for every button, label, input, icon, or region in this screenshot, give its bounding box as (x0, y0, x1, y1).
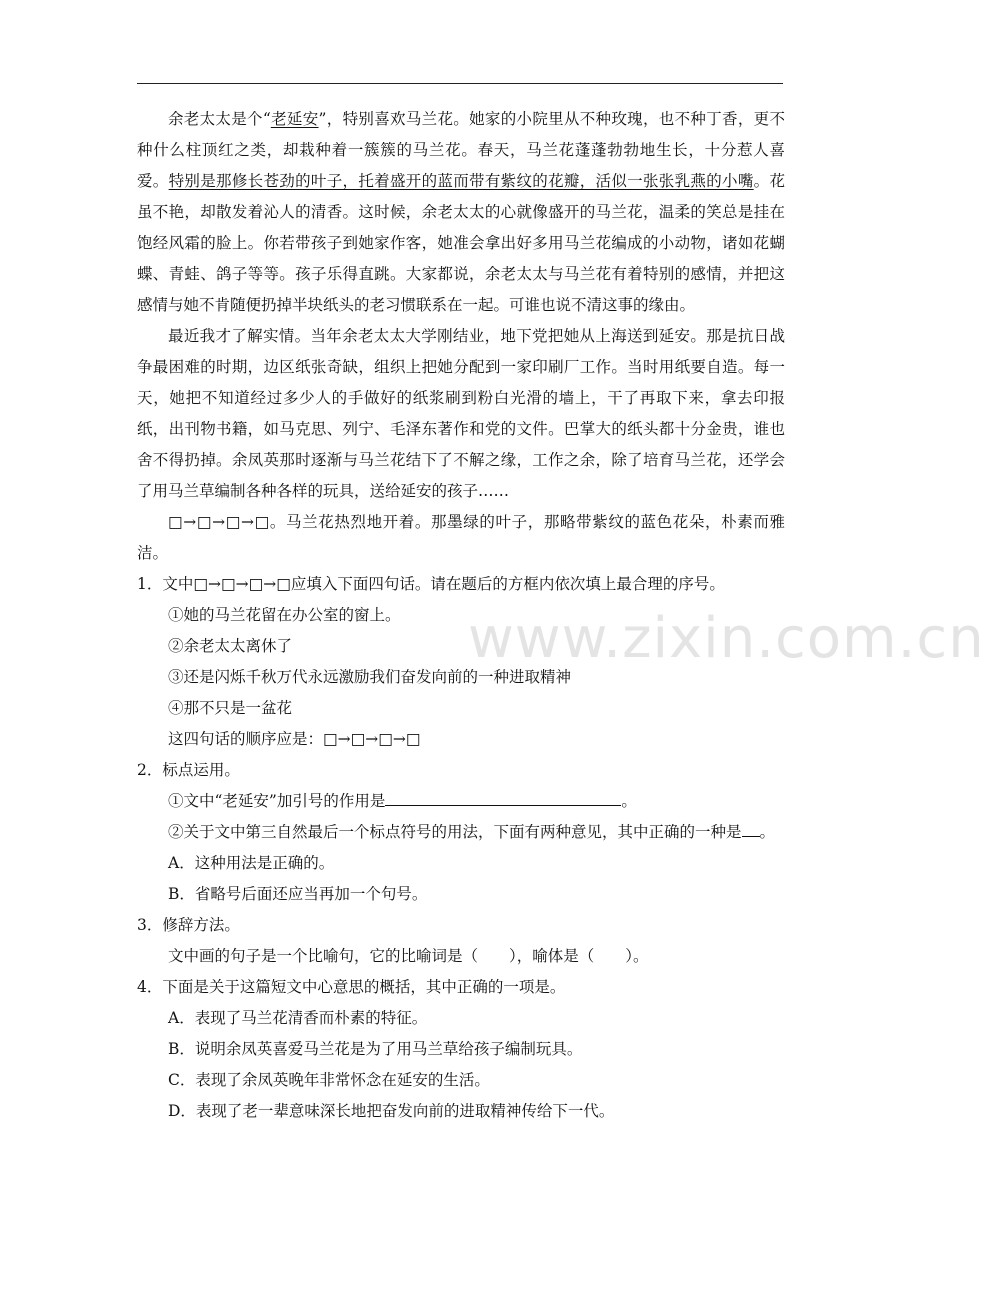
question-3-stem: 3．修辞方法。 (137, 916, 240, 934)
metaphor-sentence-underlined: 特别是那修长苍劲的叶子，托着盛开的蓝而带有紫纹的花瓣，活似一张张乳燕的小嘴 (168, 172, 754, 190)
answer-blank-short[interactable] (742, 820, 760, 837)
question-2-option-b: B．省略号后面还应当再加一个句号。 (168, 885, 428, 903)
question-1-option-4: ④那不只是一盆花 (168, 699, 293, 717)
question-1-option-3: ③还是闪烁千秋万代永远激励我们奋发向前的一种进取精神 (168, 668, 572, 686)
question-4-stem: 4．下面是关于这篇短文中心意思的概括，其中正确的一项是。 (137, 978, 566, 996)
question-4-option-b: B．说明余凤英喜爱马兰花是为了用马兰草给孩子编制玩具。 (168, 1040, 583, 1058)
p1-text-a: 余老太太是个“ (168, 110, 271, 128)
q2-sub2-end: 。 (759, 823, 776, 841)
p1-text-e: 。花虽不艳，却散发着沁人的清香。这时候，余老太太的心就像盛开的马兰花，温柔的笑总是挂在饱经风霜的脸上。你若带孩子到她家作客，她准会拿出好多用马兰花编成的小动物，诸如花蝴蝶、青蛙、鸽子等等。孩子乐得直跳。大家都说，余老太太与马兰花有着特别的感情，并把这感情与她不肯随便扔掉半块纸头的老习惯联系在一起。可谁也说不清这事的缘由。 (137, 172, 785, 314)
question-1-stem: 1．文中□→□→□→□应填入下面四句话。请在题后的方框内依次填上最合理的序号。 (137, 575, 725, 593)
question-2-sub-2 (137, 817, 785, 848)
question-2-stem: 2．标点运用。 (137, 761, 240, 779)
passage-paragraph-3: □→□→□→□。马兰花热烈地开着。那墨绿的叶子，那略带紫纹的蓝色花朵，朴素而雅洁。 (137, 513, 785, 562)
passage-paragraph-1 (137, 104, 785, 321)
question-4-option-a: A．表现了马兰花清香而朴素的特征。 (168, 1009, 428, 1027)
question-2-option-a: A．这种用法是正确的。 (168, 854, 335, 872)
p1-text-c: ”，特别喜欢马兰花。她家的小院里从不种玫瑰，也不种丁香，更不种什么柱顶红之类，却栽种着一簇簇的马兰花。春天，马兰花蓬蓬勃勃地生长，十分惹人喜爱。 (137, 110, 785, 190)
question-3-body: 文中画的句子是一个比喻句，它的比喻词是（ ），喻体是（ ）。 (168, 947, 649, 965)
passage-paragraph-2: 最近我才了解实情。当年余老太太大学刚结业，地下党把她从上海送到延安。那是抗日战争最困难的时期，边区纸张奇缺，组织上把她分配到一家印刷厂工作。当时用纸要自造。每一天，她把不知道经过多少人的手做好的纸浆刷到粉白光滑的墙上，干了再取下来，拿去印报纸，出刊物书籍，如马克思、列宁、毛泽东著作和党的文件。巴掌大的纸头都十分金贵，谁也舍不得扔掉。余凤英那时逐渐与马兰花结下了不解之缘，工作之余，除了培育马兰花，还学会了用马兰草编制各种各样的玩具，送给延安的孩子…… (137, 327, 785, 500)
q2-sub2-text: ②关于文中第三自然最后一个标点符号的用法，下面有两种意见，其中正确的一种是 (168, 823, 742, 841)
watermark: www.zixin.com.cn (468, 606, 985, 671)
question-4-option-d: D．表现了老一辈意味深长地把奋发向前的进取精神传给下一代。 (168, 1102, 615, 1120)
question-1-option-1: ①她的马兰花留在办公室的窗上。 (168, 606, 401, 624)
lao-yanan-underlined: 老延安 (270, 110, 319, 128)
question-1-order: 这四句话的顺序应是：□→□→□→□ (168, 730, 421, 748)
question-2-sub-1 (137, 786, 785, 817)
question-4-option-c: C．表现了余凤英晚年非常怀念在延安的生活。 (168, 1071, 490, 1089)
q2-sub1-end: 。 (621, 792, 637, 810)
header-rule (137, 83, 783, 84)
q2-sub1-text: ①文中“老延安”加引号的作用是 (168, 792, 386, 810)
question-1-option-2: ②余老太太离休了 (168, 637, 293, 655)
answer-blank-long[interactable] (385, 789, 621, 806)
